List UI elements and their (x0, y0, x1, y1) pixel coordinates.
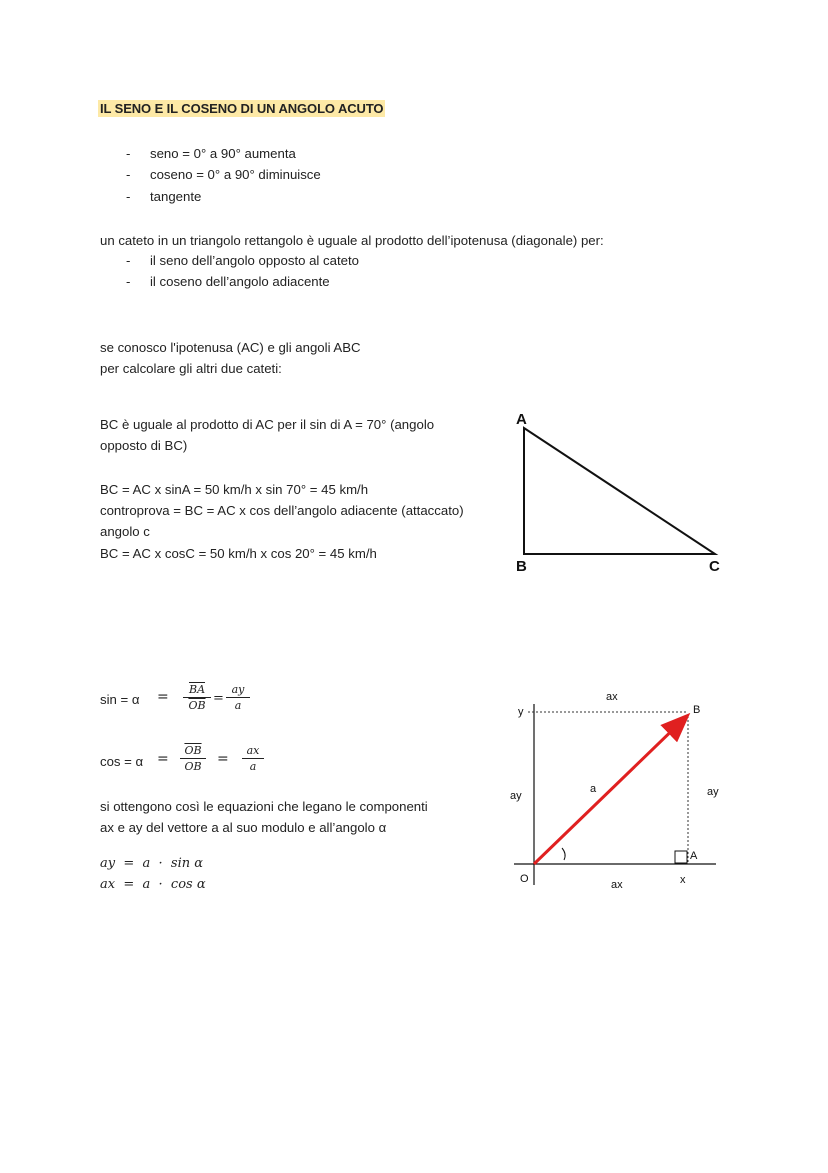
triangle-shape (524, 428, 715, 554)
triangle-diagram (500, 405, 740, 580)
calc-line-4: BC = AC x cosC = 50 km/h x cos 20° = 45 km/h (100, 546, 377, 561)
list-item: - coseno = 0° a 90° diminuisce (126, 167, 321, 182)
label-a-corner: A (690, 850, 698, 862)
calc-line-3: angolo c (100, 524, 150, 539)
vector-diagram (500, 680, 740, 900)
fraction-denominator: OB (184, 760, 202, 773)
label-b: B (693, 704, 701, 716)
sin-formula-equals-2: = (213, 691, 224, 706)
cos-formula-equals: = (157, 751, 169, 767)
right-angle-marker (675, 851, 687, 863)
angle-alpha-arc (562, 848, 565, 860)
equation-ax: ax = a · cos α (100, 877, 206, 892)
sin-fraction-2 (226, 682, 250, 714)
paragraph-ipotenusa-line-2: per calcolare gli altri due cateti: (100, 361, 282, 376)
triangle-label-b: B (516, 558, 527, 575)
label-ay-right: ay (707, 786, 719, 798)
sin-fraction-1 (183, 682, 211, 714)
vector-a-arrow (534, 717, 686, 864)
fraction-denominator: a (234, 699, 242, 712)
paragraph-equazioni-line-2: ax e ay del vettore a al suo modulo e all’angolo α (100, 820, 387, 835)
label-y: y (518, 706, 524, 718)
equation-ay: ay = a · sin α (100, 856, 204, 871)
triangle-label-a: A (516, 411, 527, 428)
sin-formula-lhs: sin = α (100, 692, 140, 707)
paragraph-cateto: un cateto in un triangolo rettangolo è uguale al prodotto dell’ipotenusa (diagonale) per: (100, 233, 604, 248)
fraction-numerator: $\overline{OB}$ (184, 744, 202, 757)
fraction-numerator: $\overline{BA}$ (188, 683, 206, 696)
label-x: x (680, 874, 686, 886)
cos-formula-lhs: cos = α (100, 754, 144, 769)
page-title: IL SENO E IL COSENO DI UN ANGOLO ACUTO (100, 101, 384, 116)
paragraph-bc-line-2: opposto di BC) (100, 438, 188, 453)
paragraph-ipotenusa-line-1: se conosco l'ipotenusa (AC) e gli angoli ABC (100, 340, 361, 355)
label-o: O (520, 873, 529, 885)
fraction-numerator: ax (242, 743, 264, 759)
sin-formula-equals: = (157, 689, 169, 705)
cos-fraction-2 (242, 743, 264, 775)
label-ay-left: ay (510, 790, 522, 802)
label-a: a (590, 783, 597, 795)
paragraph-equazioni-line-1: si ottengono così le equazioni che legano le componenti (100, 799, 428, 814)
fraction-numerator: ay (226, 682, 250, 698)
label-ax-top: ax (606, 691, 618, 703)
fraction-denominator: a (249, 760, 257, 773)
list-item: - il coseno dell’angolo adiacente (126, 274, 330, 289)
triangle-label-c: C (709, 558, 720, 575)
label-ax-bottom: ax (611, 879, 623, 891)
fraction-denominator: OB (188, 699, 206, 712)
list-item: - il seno dell’angolo opposto al cateto (126, 253, 359, 268)
paragraph-bc-line-1: BC è uguale al prodotto di AC per il sin di A = 70° (angolo (100, 417, 435, 432)
list-item: - seno = 0° a 90° aumenta (126, 146, 296, 161)
cos-fraction-1 (180, 743, 206, 775)
calc-line-1: BC = AC x sinA = 50 km/h x sin 70° = 45 km/h (100, 482, 369, 497)
cos-formula-equals-2: = (217, 751, 229, 767)
list-item: - tangente (126, 189, 202, 204)
calc-line-2: controprova = BC = AC x cos dell’angolo adiacente (attaccato) (100, 503, 464, 518)
